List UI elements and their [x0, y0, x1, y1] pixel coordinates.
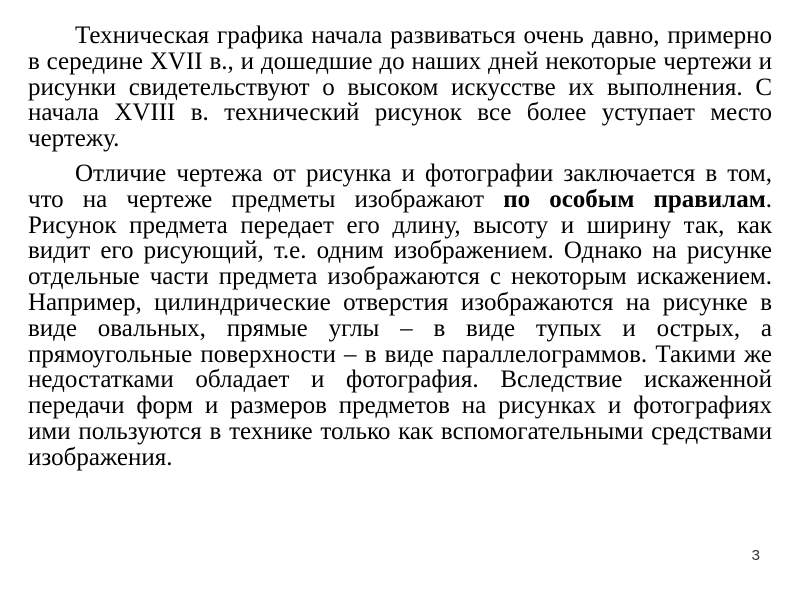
- page-number: 3: [751, 547, 760, 564]
- emphasis-text: по особым правилам: [503, 185, 766, 213]
- paragraph-1: Техническая графика начала развиваться очень давно, примерно в середине XVII в., и дошедшие до наших дней некоторые чертежи и рисунки свидетельствуют о высоком искусстве их выполнения. С начала XVIII в. технический рисунок все более уступает место чертежу.: [28, 22, 772, 153]
- paragraph-2-text-end: . Рисунок предмета передает его длину, высоту и ширину так, как видит его рисующий, т.е. одним изображением. Однако на рисунке отдельные части предмета изображаются с некоторым искажением. Например, цилиндрические отверстия изображаются на рисунке в виде овальных, прямые углы – в виде тупых и острых, а прямоугольные поверхности – в виде параллелограммов. Такими же недостатками обладает и фотография. Вследствие искаженной передачи форм и размеров предметов на рисунках и фотографиях ими пользуются в технике только как вспомогательными средствами изображения.: [28, 185, 772, 471]
- body-text: [28, 23, 772, 471]
- paragraph-2: [28, 161, 772, 471]
- paragraph-2-text-start: Отличие чертежа от рисунка и фотографии заключается в том, что на чертеже предметы изображают: [28, 159, 772, 213]
